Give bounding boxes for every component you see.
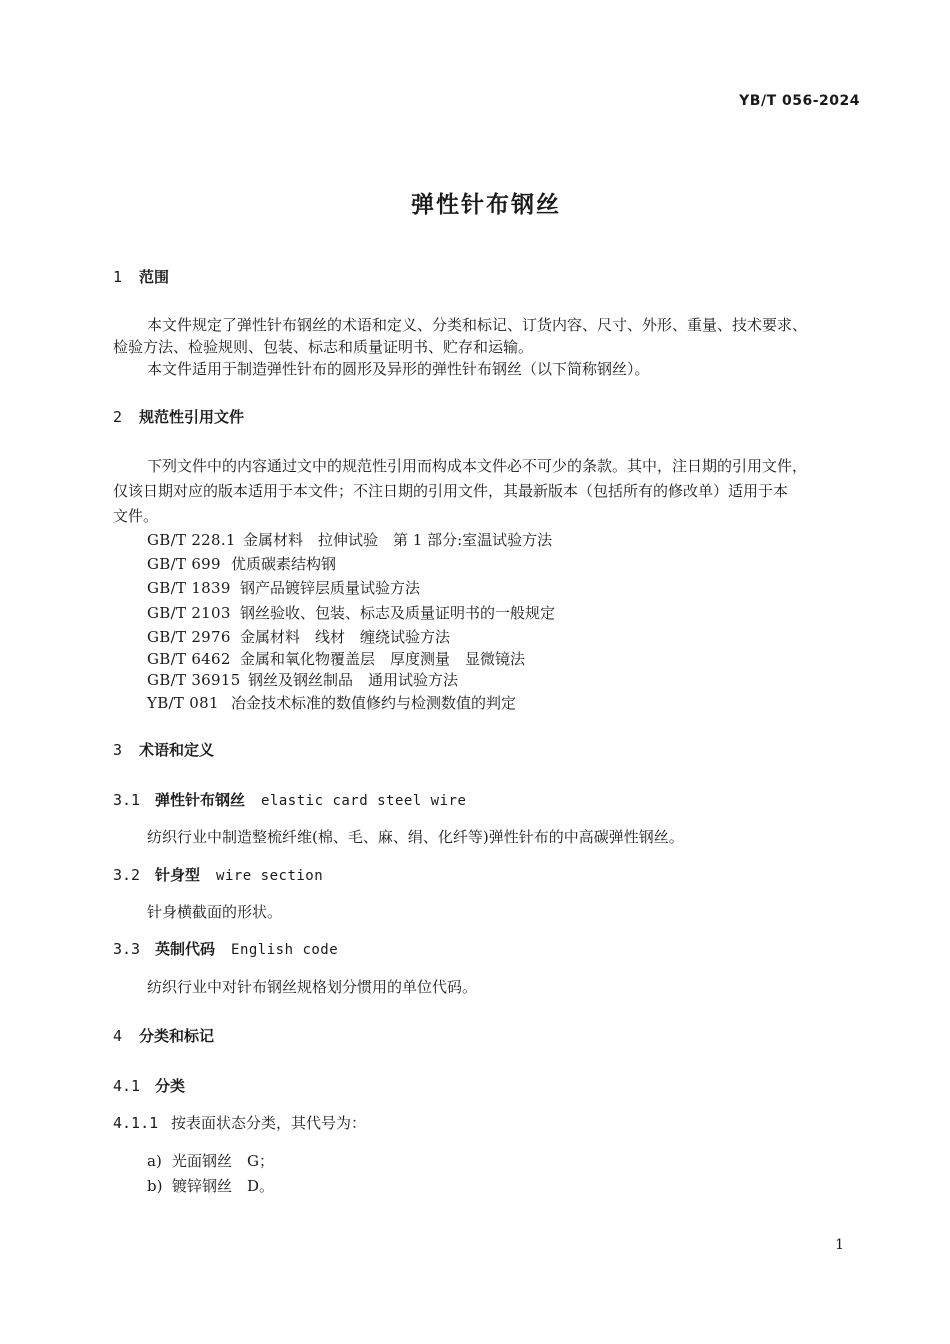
- scope-paragraph-line: 本文件规定了弹性针布钢丝的术语和定义、分类和标记、订货内容、尺寸、外形、重量、技术要求、: [147, 316, 808, 334]
- reference-item: [147, 692, 516, 713]
- term-3-1-heading: [113, 789, 466, 810]
- reference-title: 金属和氧化物覆盖层 厚度测量 显微镜法: [240, 650, 526, 668]
- clause-number: 3.1: [113, 791, 141, 809]
- term-definition: 针身横截面的形状。: [147, 903, 283, 921]
- reference-item: [147, 602, 555, 623]
- reference-title: 钢丝验收、包装、标志及质量证明书的一般规定: [240, 604, 556, 622]
- clause-number: 4.1: [113, 1077, 141, 1095]
- reference-item: [147, 626, 450, 647]
- references-intro-line: 下列文件中的内容通过文中的规范性引用而构成本文件必不可少的条款。其中，注日期的引用文件，: [147, 457, 808, 475]
- term-definition: 纺织行业中对针布钢丝规格划分惯用的单位代码。: [147, 978, 478, 996]
- section-title: 规范性引用文件: [139, 408, 245, 426]
- standard-code: YB/T 056-2024: [739, 93, 860, 109]
- section-number: 1: [113, 268, 123, 286]
- section-3-heading: [113, 739, 214, 760]
- term-title: 针身型: [155, 866, 201, 884]
- reference-code: GB/T 36915: [147, 671, 241, 689]
- list-text: 光面钢丝 G；: [172, 1152, 274, 1170]
- reference-item: [147, 648, 525, 669]
- clause-number: 4.1.1: [113, 1114, 159, 1132]
- references-intro-line: 文件。: [113, 507, 159, 525]
- section-2-heading: [113, 406, 244, 427]
- reference-code: GB/T 1839: [147, 579, 231, 597]
- reference-title: 冶金技术标准的数值修约与检测数值的判定: [231, 694, 517, 712]
- reference-title: 优质碳素结构钢: [231, 555, 337, 573]
- section-title: 术语和定义: [139, 741, 215, 759]
- term-3-2-heading: [113, 864, 323, 885]
- clause-number: 3.3: [113, 940, 141, 958]
- list-text: 镀锌钢丝 D。: [172, 1177, 275, 1195]
- term-title: 弹性针布钢丝: [155, 791, 246, 809]
- reference-code: GB/T 699: [147, 555, 221, 573]
- section-number: 4: [113, 1027, 123, 1045]
- reference-item: [147, 553, 336, 574]
- section-4-heading: [113, 1025, 214, 1046]
- page-number: 1: [835, 1237, 844, 1253]
- reference-code: GB/T 2103: [147, 604, 231, 622]
- list-item: [147, 1150, 274, 1171]
- term-title: 英制代码: [155, 940, 216, 958]
- term-english: English code: [231, 942, 339, 958]
- references-intro-line: 仅该日期对应的版本适用于本文件；不注日期的引用文件，其最新版本（包括所有的修改单）适用于本: [113, 482, 789, 500]
- clause-number: 3.2: [113, 866, 141, 884]
- list-item: [147, 1175, 274, 1196]
- reference-code: GB/T 228.1: [147, 531, 236, 549]
- clause-4-1-heading: [113, 1075, 185, 1096]
- reference-title: 钢丝及钢丝制品 通用试验方法: [248, 671, 459, 689]
- term-english: elastic card steel wire: [261, 793, 467, 809]
- reference-title: 金属材料 线材 缠绕试验方法: [240, 628, 451, 646]
- section-1-heading: [113, 266, 169, 287]
- reference-title: 金属材料 拉伸试验 第 1 部分:室温试验方法: [243, 531, 553, 549]
- scope-paragraph: 本文件适用于制造弹性针布的圆形及异形的弹性针布钢丝（以下简称钢丝）。: [147, 360, 650, 378]
- clause-title: 分类: [155, 1077, 186, 1095]
- list-marker: a): [147, 1152, 162, 1170]
- reference-item: [147, 669, 458, 690]
- clause-text: 按表面状态分类，其代号为：: [171, 1114, 367, 1132]
- term-english: wire section: [216, 868, 324, 884]
- section-title: 范围: [139, 268, 170, 286]
- section-title: 分类和标记: [139, 1027, 215, 1045]
- list-marker: b): [147, 1177, 163, 1195]
- term-3-3-heading: [113, 938, 338, 959]
- reference-title: 钢产品镀锌层质量试验方法: [240, 579, 421, 597]
- reference-code: YB/T 081: [147, 694, 219, 712]
- clause-4-1-1: [113, 1112, 366, 1133]
- reference-item: [147, 577, 420, 598]
- section-number: 3: [113, 741, 123, 759]
- section-number: 2: [113, 408, 123, 426]
- reference-code: GB/T 6462: [147, 650, 231, 668]
- term-definition: 纺织行业中制造整梳纤维(棉、毛、麻、绢、化纤等)弹性针布的中高碳弹性钢丝。: [147, 828, 684, 846]
- reference-code: GB/T 2976: [147, 628, 231, 646]
- document-title: 弹性针布钢丝: [411, 192, 561, 218]
- scope-paragraph-line: 检验方法、检验规则、包装、标志和质量证明书、贮存和运输。: [113, 338, 534, 356]
- reference-item: [147, 529, 552, 550]
